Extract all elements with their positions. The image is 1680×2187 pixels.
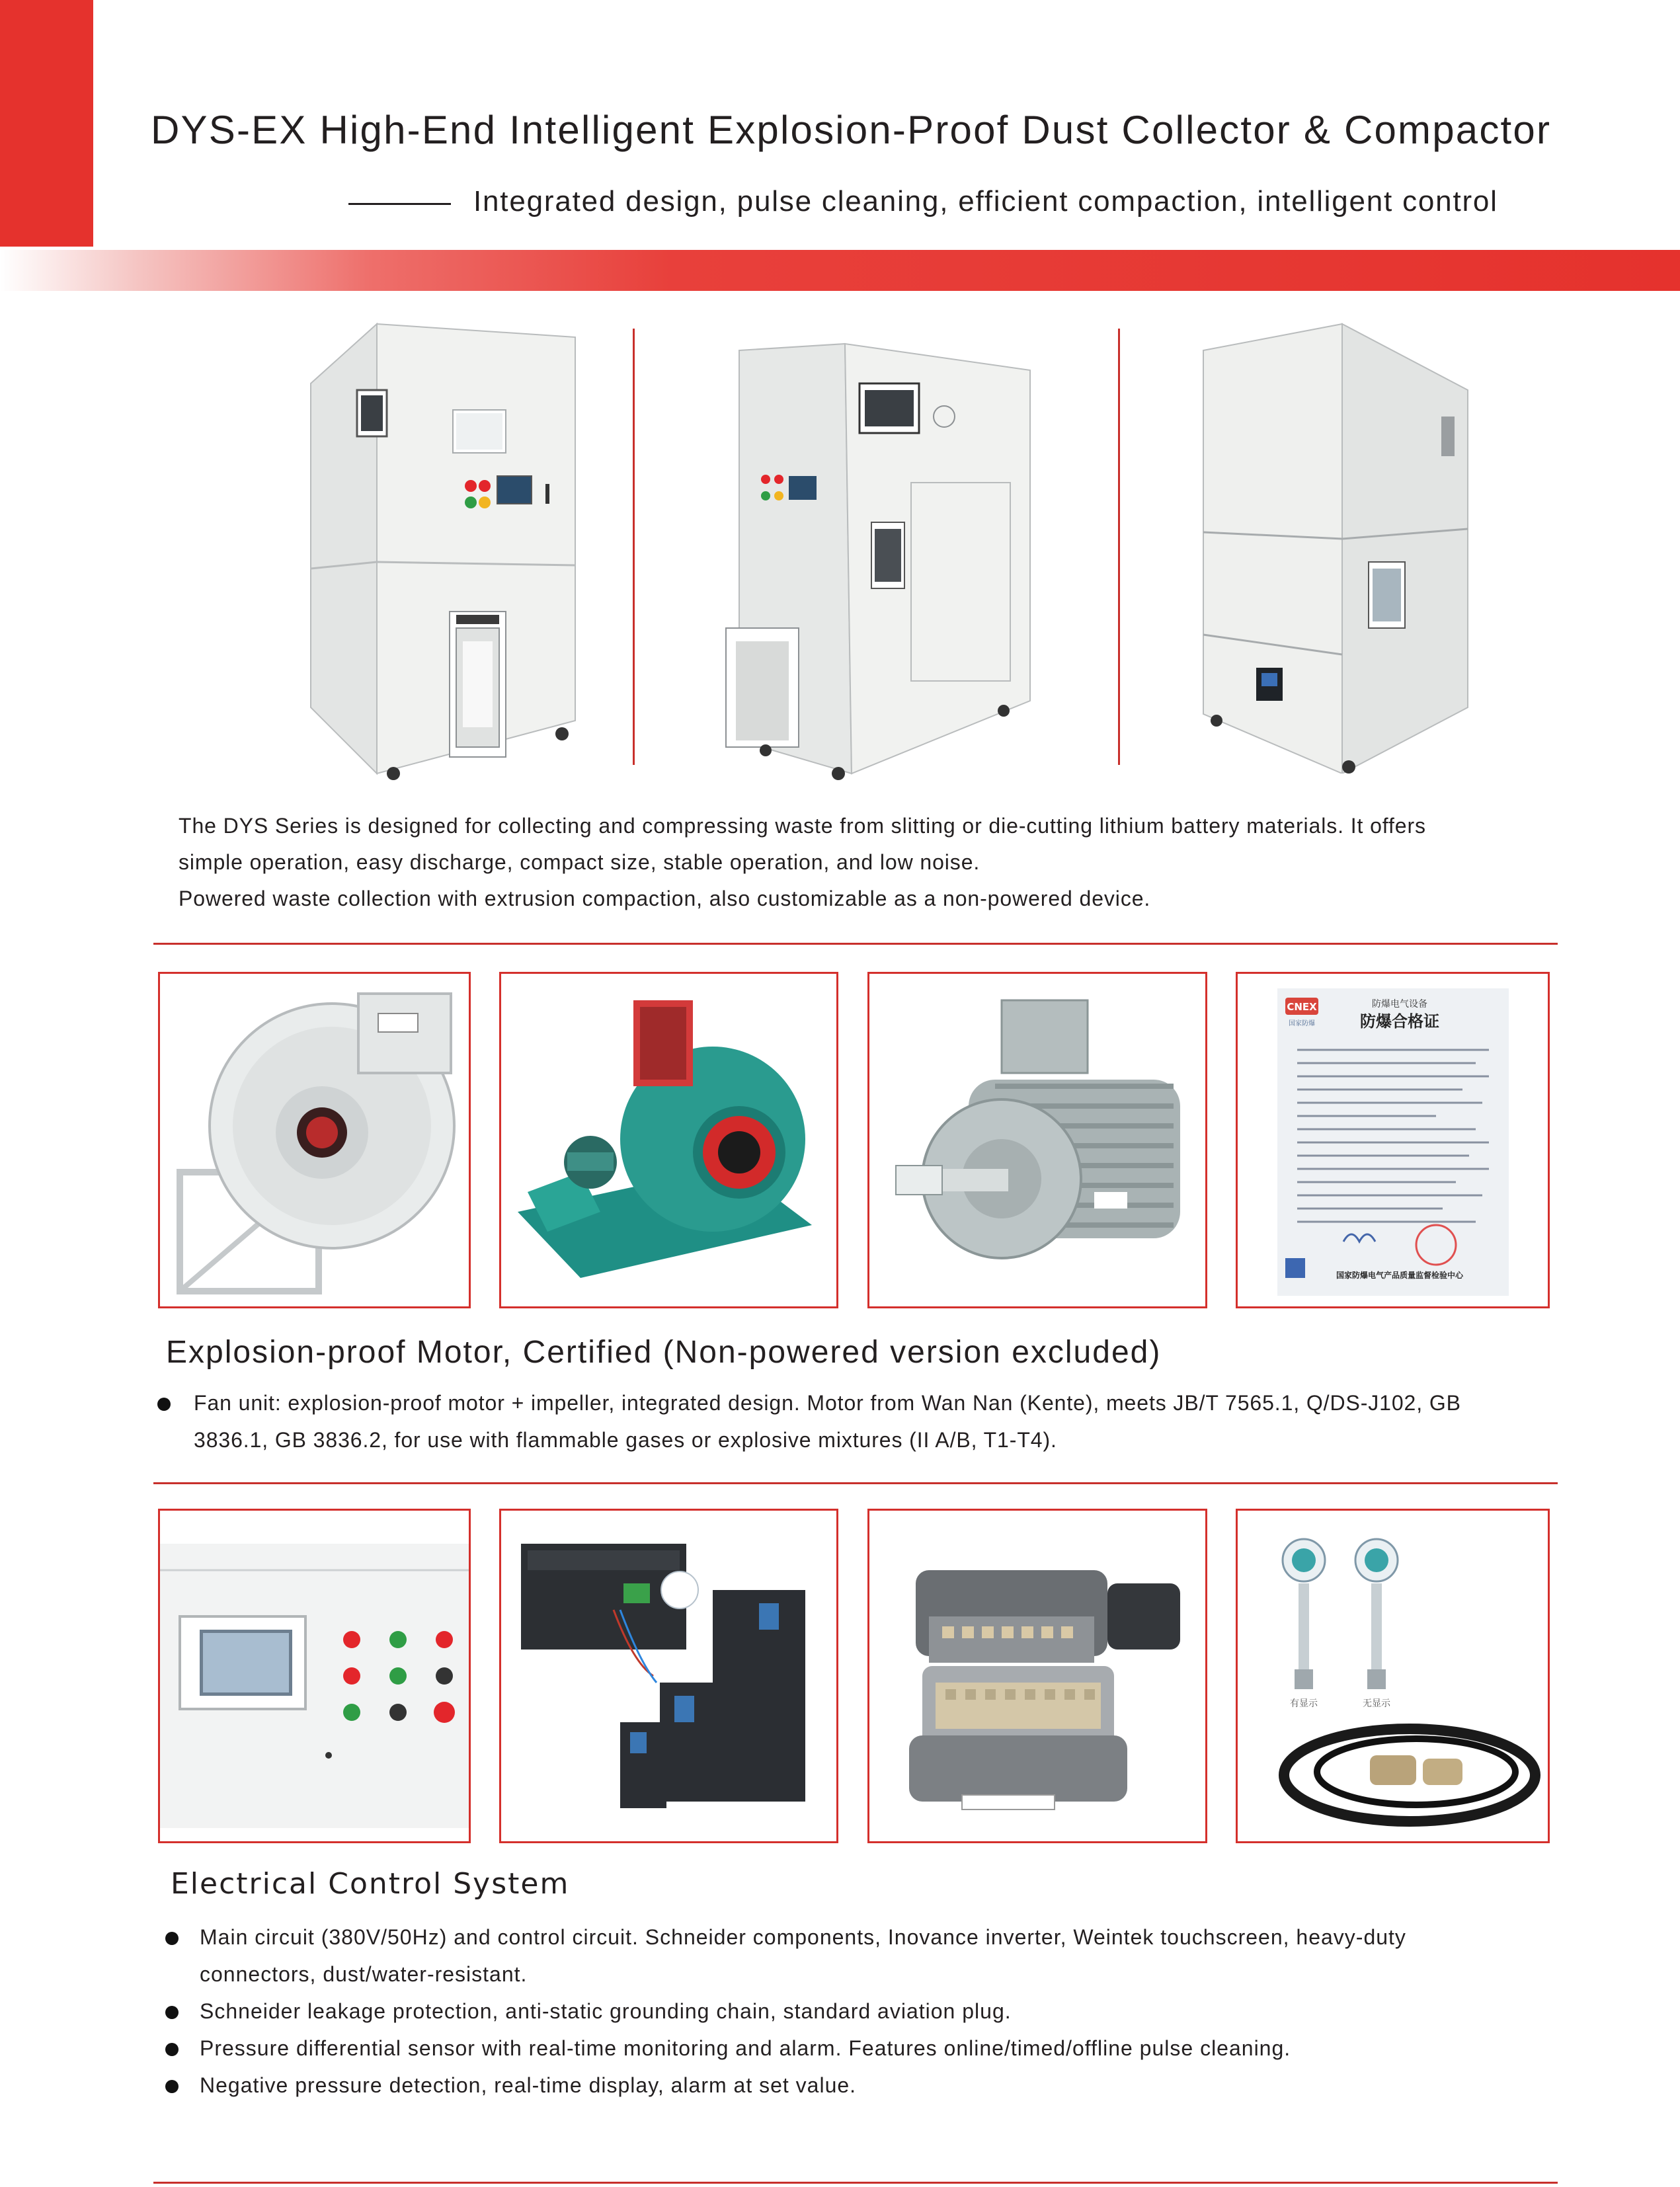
control-bullet-line: Main circuit (380V/50Hz) and control circuit. Schneider components, Inovance inverter, Weintek touchscreen, heavy-duty (200, 1925, 1406, 1949)
intro-line: Powered waste collection with extrusion compaction, also customizable as a non-powered device. (179, 887, 1151, 910)
control-bullet-item (165, 1993, 1567, 2030)
product-photo-front-left (298, 311, 582, 780)
explosion-proof-motor-image (867, 972, 1207, 1308)
sensor-label: 有显示 (1290, 1698, 1318, 1709)
product-photo-rear (1190, 311, 1481, 774)
heavy-duty-connector-image (867, 1509, 1207, 1843)
certificate-logo-text: CNEX (1287, 1001, 1317, 1013)
bullet-dot (165, 1932, 179, 1945)
sensor-label: 无显示 (1363, 1698, 1390, 1709)
bullet-dot (165, 2006, 179, 2019)
page-title: DYS-EX High-End Intelligent Explosion-Proof Dust Collector & Compactor (151, 108, 1552, 152)
pressure-sensor-image (1236, 1509, 1550, 1843)
product-photo-front (713, 331, 1043, 787)
control-bullet-line: Schneider leakage protection, anti-static grounding chain, standard aviation plug. (200, 1999, 1012, 2023)
control-bullet-item (165, 2067, 1567, 2104)
photo-divider-1 (633, 329, 635, 765)
control-section-heading: Electrical Control System (171, 1867, 570, 1901)
certificate-top-text: 防爆电气设备 (1372, 999, 1427, 1010)
photo-divider-2 (1118, 329, 1120, 765)
control-panel-image (158, 1509, 471, 1843)
header-gradient-band (0, 250, 1680, 291)
control-bullet-list (165, 1919, 1567, 2104)
bullet-dot (157, 1398, 171, 1411)
bullet-dot (165, 2043, 179, 2056)
header-red-block (0, 0, 93, 247)
intro-line: The DYS Series is designed for collecting and compressing waste from slitting or die-cutting lithium battery materials. It offers (179, 814, 1426, 838)
motor-bullet-list (157, 1384, 1566, 1458)
control-bullet-line: Negative pressure detection, real-time display, alarm at set value. (200, 2073, 857, 2097)
control-bullet-item (165, 1919, 1567, 1993)
subtitle-rule (348, 203, 451, 205)
page-subtitle: Integrated design, pulse cleaning, efficient compaction, intelligent control (473, 185, 1498, 218)
bullet-dot (165, 2080, 179, 2093)
control-bullet-line: Pressure differential sensor with real-time monitoring and alarm. Features online/timed/offline pulse cleaning. (200, 2036, 1291, 2060)
control-bullet-line: connectors, dust/water-resistant. (200, 1962, 528, 1986)
explosion-proof-certificate-image (1236, 972, 1550, 1308)
section-divider-1 (153, 943, 1558, 945)
certificate-title: 防爆合格证 (1360, 1012, 1439, 1031)
fan-image-grey (158, 972, 471, 1308)
motor-section-heading: Explosion-proof Motor, Certified (Non-powered version excluded) (166, 1335, 1162, 1370)
certificate-logo-subtext: 国家防爆 (1289, 1020, 1315, 1027)
section-divider-2 (153, 1482, 1558, 1484)
inverter-plc-image (499, 1509, 838, 1843)
certificate-footer-text: 国家防爆电气产品质量监督检验中心 (1336, 1271, 1464, 1280)
intro-line: simple operation, easy discharge, compact size, stable operation, and low noise. (179, 850, 980, 874)
intro-paragraph (179, 808, 1426, 917)
fan-image-teal (499, 972, 838, 1308)
motor-bullet-line: 3836.1, GB 3836.2, for use with flammable gases or explosive mixtures (II A/B, T1-T4). (194, 1428, 1057, 1452)
control-bullet-item (165, 2030, 1567, 2067)
motor-bullet-item (157, 1384, 1566, 1458)
footer-divider (153, 2182, 1558, 2184)
motor-bullet-line: Fan unit: explosion-proof motor + impeller, integrated design. Motor from Wan Nan (Kente), meets JB/T 7565.1, Q/DS-J102, GB (194, 1391, 1461, 1415)
